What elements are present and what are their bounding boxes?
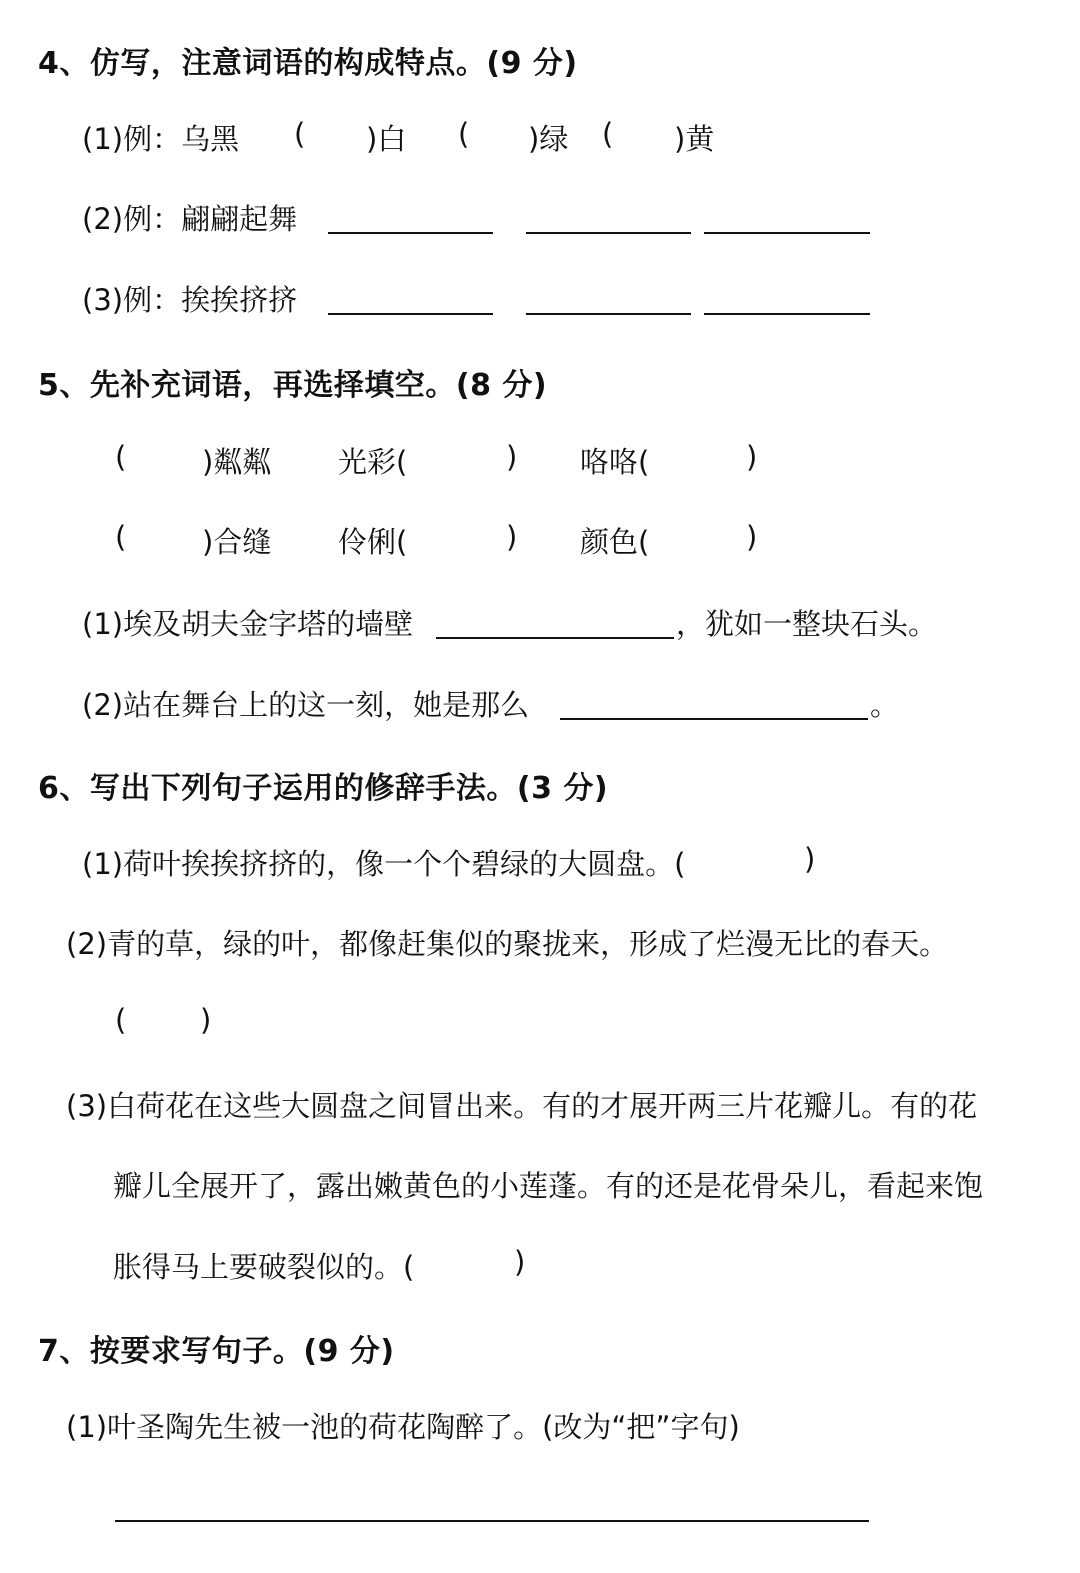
- q4-row2-answer-line-3[interactable]: [704, 232, 870, 234]
- q6-sentence3-close[interactable]: ): [514, 1245, 526, 1279]
- q7-sentence1: (1)叶圣陶先生被一池的荷花陶醉了。(改为“把”字句): [66, 1410, 740, 1444]
- q4-row1-blank2-close: )绿: [528, 122, 569, 156]
- q6-sentence3-line3: 胀得马上要破裂似的。(: [113, 1250, 415, 1284]
- q5-row1-blank2-close[interactable]: ): [506, 440, 518, 474]
- q4-row2-answer-line-2[interactable]: [526, 232, 691, 234]
- q7-answer-line[interactable]: [115, 1520, 869, 1522]
- q5-sentence1-start: (1)埃及胡夫金字塔的墙壁: [82, 607, 414, 641]
- q4-row3-answer-line-2[interactable]: [526, 313, 691, 315]
- q5-sentence2-answer-line[interactable]: [560, 718, 868, 720]
- q6-sentence2-open[interactable]: (: [115, 1003, 127, 1037]
- q4-heading: 4、仿写，注意词语的构成特点。(9 分): [38, 46, 578, 81]
- q5-row1-word2: 光彩(: [338, 445, 408, 479]
- q4-row3-answer-line-3[interactable]: [704, 313, 870, 315]
- q4-row3-label: (3)例：挨挨挤挤: [82, 283, 298, 317]
- q4-row1-blank1-open[interactable]: (: [294, 117, 306, 151]
- q5-sentence1-end: ，犹如一整块石头。: [676, 607, 938, 641]
- q5-sentence2-start: (2)站在舞台上的这一刻，她是那么: [82, 688, 530, 722]
- q7-heading: 7、按要求写句子。(9 分): [38, 1334, 395, 1369]
- q5-sentence1-answer-line[interactable]: [436, 637, 674, 639]
- q6-heading: 6、写出下列句子运用的修辞手法。(3 分): [38, 771, 609, 806]
- q6-sentence3-line1: (3)白荷花在这些大圆盘之间冒出来。有的才展开两三片花瓣儿。有的花: [66, 1089, 978, 1123]
- q5-row2-word3: 颜色(: [580, 525, 650, 559]
- q4-row1-blank3-close: )黄: [674, 122, 715, 156]
- q5-row2-blank1-open[interactable]: (: [115, 520, 127, 554]
- q6-sentence3-line2: 瓣儿全展开了，露出嫩黄色的小莲蓬。有的还是花骨朵儿，看起来饱: [113, 1169, 984, 1203]
- q6-sentence1-close[interactable]: ): [804, 842, 816, 876]
- q4-row1-blank3-open[interactable]: (: [602, 117, 614, 151]
- q4-row3-answer-line-1[interactable]: [328, 313, 493, 315]
- q4-row2-answer-line-1[interactable]: [328, 232, 493, 234]
- q5-row2-blank2-close[interactable]: ): [506, 520, 518, 554]
- q5-sentence2-end: 。: [870, 688, 900, 722]
- q5-row1-word3: 咯咯(: [580, 445, 650, 479]
- q5-row2-blank3-close[interactable]: ): [746, 520, 758, 554]
- q4-row1-label: (1)例：乌黑: [82, 122, 240, 156]
- q5-row2-word2: 伶俐(: [338, 525, 408, 559]
- q6-sentence2-close[interactable]: ): [200, 1003, 212, 1037]
- q4-row1-blank2-open[interactable]: (: [458, 117, 470, 151]
- q6-sentence1: (1)荷叶挨挨挤挤的，像一个个碧绿的大圆盘。(: [82, 847, 686, 881]
- q5-row1-word1: )粼粼: [202, 445, 272, 479]
- q5-row1-blank1-open[interactable]: (: [115, 440, 127, 474]
- q5-row1-blank3-close[interactable]: ): [746, 440, 758, 474]
- q5-heading: 5、先补充词语，再选择填空。(8 分): [38, 368, 548, 403]
- q6-sentence2: (2)青的草，绿的叶，都像赶集似的聚拢来，形成了烂漫无比的春天。: [66, 927, 949, 961]
- q4-row1-blank1-close: )白: [366, 122, 407, 156]
- q5-row2-word1: )合缝: [202, 525, 272, 559]
- q4-row2-label: (2)例：翩翩起舞: [82, 202, 298, 236]
